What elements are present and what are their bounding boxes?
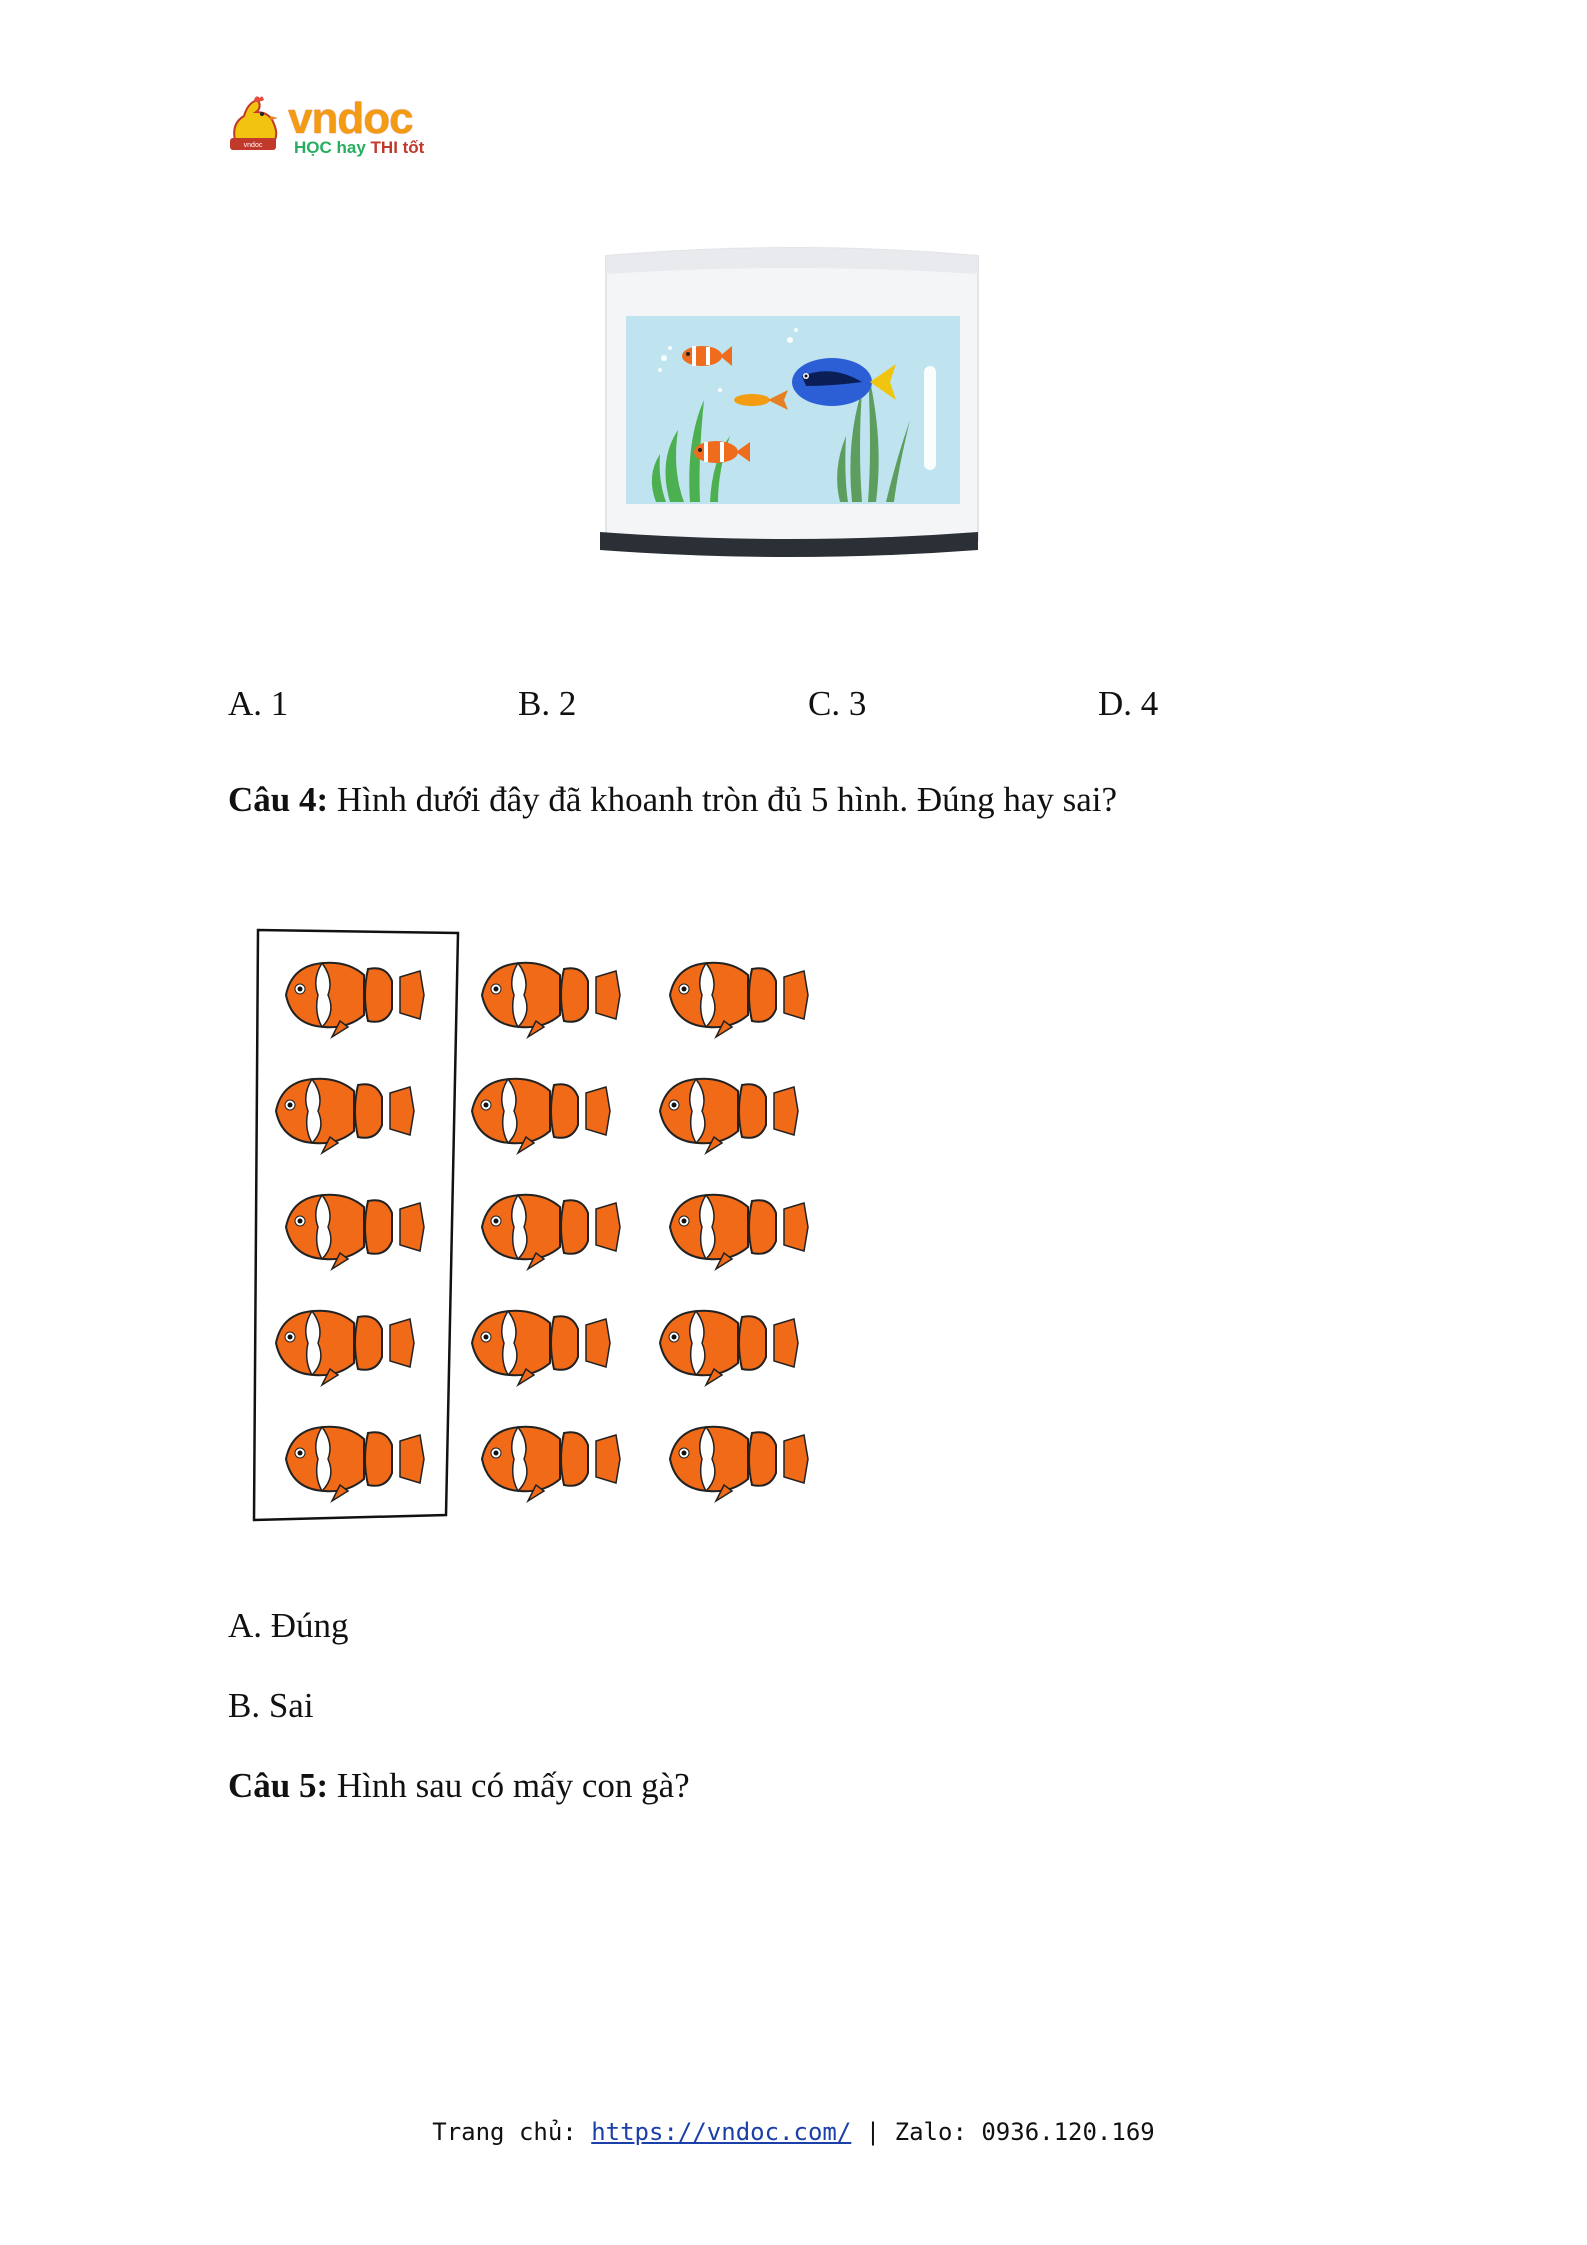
- question-4-label: Câu 4:: [228, 780, 329, 819]
- clownfish: [670, 963, 808, 1037]
- question-5: [228, 1766, 690, 1806]
- clownfish: [286, 1195, 424, 1269]
- page-footer: [0, 2118, 1587, 2146]
- clownfish: [670, 1427, 808, 1501]
- vndoc-logo: [226, 92, 436, 162]
- option-a: A. 1: [228, 684, 289, 723]
- clownfish: [286, 1427, 424, 1501]
- answer-a: A. Đúng: [228, 1606, 349, 1645]
- question-4: [228, 780, 1117, 820]
- clownfish: [276, 1311, 414, 1385]
- option-b: B. 2: [518, 684, 577, 723]
- clownfish: [482, 1427, 620, 1501]
- footer-link[interactable]: https://vndoc.com/: [591, 2118, 852, 2146]
- clownfish: [482, 1195, 620, 1269]
- logo-wordmark: vndoc: [288, 94, 413, 143]
- rooster-icon: [226, 94, 286, 156]
- clownfish: [276, 1079, 414, 1153]
- option-d: D. 4: [1098, 684, 1159, 723]
- aquarium-illustration: [600, 240, 985, 570]
- footer-suffix: | Zalo: 0936.120.169: [851, 2118, 1155, 2146]
- clownfish-grid: [250, 925, 850, 1535]
- clownfish: [472, 1079, 610, 1153]
- logo-slogan: HỌC hay THI tốt: [294, 138, 425, 157]
- clownfish: [670, 1195, 808, 1269]
- question-5-text: Hình sau có mấy con gà?: [328, 1766, 690, 1805]
- clownfish: [286, 963, 424, 1037]
- svg-text:vndoc: vndoc: [243, 142, 263, 149]
- footer-prefix: Trang chủ:: [432, 2118, 592, 2146]
- option-c: C. 3: [808, 684, 867, 723]
- question-5-label: Câu 5:: [228, 1766, 329, 1805]
- clownfish: [660, 1311, 798, 1385]
- answer-b: B. Sai: [228, 1686, 314, 1725]
- clownfish: [660, 1079, 798, 1153]
- question-4-text: Hình dưới đây đã khoanh tròn đủ 5 hình. Đúng hay sai?: [328, 780, 1118, 819]
- clownfish: [482, 963, 620, 1037]
- clownfish: [472, 1311, 610, 1385]
